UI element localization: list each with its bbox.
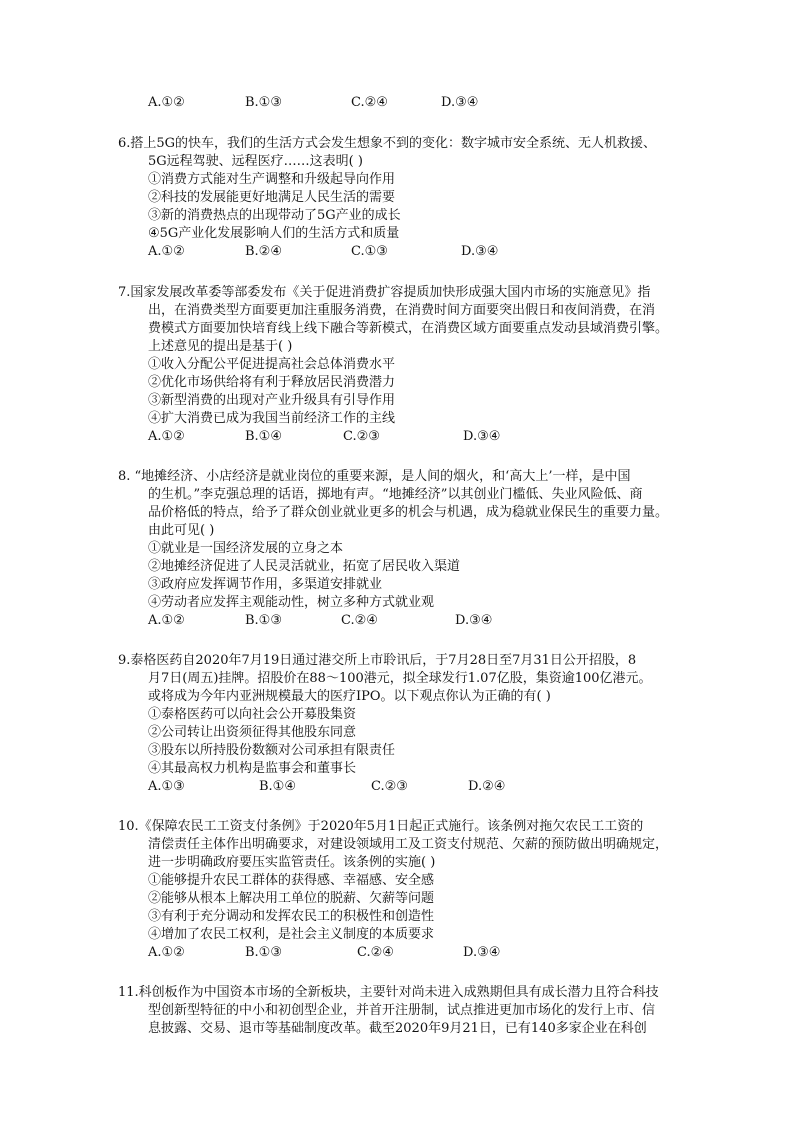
top-choices	[148, 94, 668, 112]
statement: ①就业是一国经济发展的立身之本	[148, 541, 344, 556]
question-stem-line: 月7日(周五)挂牌。招股价在88～100港元，拟全球发行1.07亿股，集资逾100亿港元。	[148, 671, 652, 686]
question-stem-line: 进一步明确政府要压实监管责任。该条例的实施( )	[148, 855, 436, 870]
choice-d: D.③④	[461, 244, 499, 259]
statement: ②科技的发展能更好地满足人民生活的需要	[148, 190, 396, 205]
choice-c: C.①③	[351, 244, 388, 259]
statement: ③股东以所持股份数额对公司承担有限责任	[148, 743, 396, 758]
choice-b: B.①③	[245, 613, 282, 628]
question-stem-line: 11.科创板作为中国资本市场的全新板块，主要针对尚未进入成熟期但具有成长潜力且符合科技	[118, 985, 659, 1000]
statement: ②优化市场供给将有利于释放居民消费潜力	[148, 375, 396, 390]
statement: ①能够提升农民工群体的获得感、幸福感、安全感	[148, 873, 435, 888]
statement: ④其最高权力机构是监事会和董事长	[148, 761, 357, 776]
question-stem-line: 息披露、交易、退市等基础制度改革。截至2020年9月21日，已有140多家企业在科创	[148, 1021, 647, 1036]
choice-a: A.①②	[148, 613, 185, 628]
statement: ③政府应发挥调节作用，多渠道安排就业	[148, 577, 383, 592]
question-stem-line: 7.国家发展改革委等部委发布《关于促进消费扩容提质加快形成强大国内市场的实施意见》指	[118, 285, 651, 300]
statement: ①收入分配公平促进提高社会总体消费水平	[148, 357, 396, 372]
statement: ③新的消费热点的出现带动了5G产业的成长	[148, 208, 401, 223]
statement: ②地摊经济促进了人民灵活就业，拓宽了居民收入渠道	[148, 559, 461, 574]
choice-c: C.②④	[357, 945, 394, 960]
question-stem-line: 6.搭上5G的快车，我们的生活方式会发生想象不到的变化：数字城市安全系统、无人机救援、	[118, 136, 657, 151]
choice-d: D.③④	[463, 945, 501, 960]
statement: ④扩大消费已成为我国当前经济工作的主线	[148, 411, 396, 426]
choice-a: A.①②	[148, 945, 185, 960]
question-stem-line: 由此可见( )	[148, 523, 215, 538]
choice-c: C.②③	[343, 429, 380, 444]
choice-d: D.②④	[468, 779, 506, 794]
choice-a: A.①②	[148, 95, 185, 110]
choice-a: A.①③	[148, 779, 185, 794]
question-stem-line: 5G远程驾驶、远程医疗……这表明( )	[148, 154, 363, 169]
statement: ①泰格医药可以向社会公开募股集资	[148, 707, 357, 722]
choice-d: D.③④	[455, 613, 493, 628]
question-stem-line: 清偿责任主体作出明确要求，对建设领域用工及工资支付规范、欠薪的预防做出明确规定，	[148, 837, 669, 852]
statement: ③新型消费的出现对产业升级具有引导作用	[148, 393, 396, 408]
choice-a: A.①②	[148, 429, 185, 444]
statement: ②能够从根本上解决用工单位的脱薪、欠薪等问题	[148, 891, 435, 906]
choice-b: B.①④	[245, 429, 282, 444]
question-stem-line: 10.《保障农民工工资支付条例》于2020年5月1日起正式施行。该条例对拖欠农民工工资的	[118, 819, 644, 834]
choice-b: B.①③	[245, 945, 282, 960]
answer-choices	[148, 778, 668, 796]
answer-choices	[148, 243, 668, 261]
choice-c: C.②④	[341, 613, 378, 628]
question-stem-line: 上述意见的提出是基于( )	[148, 339, 293, 354]
choice-d: D.③④	[463, 429, 501, 444]
choice-c: C.②③	[371, 779, 408, 794]
question-stem-line: 出，在消费类型方面要更加注重服务消费，在消费时间方面要突出假日和夜间消费，在消	[148, 303, 656, 318]
answer-choices	[148, 612, 668, 630]
question-stem-line: 的生机。”李克强总理的话语，掷地有声。“地摊经济”以其创业门槛低、失业风险低、商	[148, 487, 643, 502]
choice-c: C.②④	[351, 95, 388, 110]
question-stem-line: 或将成为今年内亚洲规模最大的医疗IPO。以下观点你认为正确的有( )	[148, 689, 551, 704]
question-stem-line: 9.泰格医药自2020年7月19日通过港交所上市聆讯后，于7月28日至7月31日公开招股，8	[118, 653, 637, 668]
choice-b: B.②④	[245, 244, 282, 259]
question-stem-line: 品价格低的特点，给予了群众创业就业更多的机会与机遇，成为稳就业保民生的重要力量。	[148, 505, 669, 520]
choice-b: B.①④	[259, 779, 296, 794]
answer-choices	[148, 944, 668, 962]
statement: ④增加了农民工权利，是社会主义制度的本质要求	[148, 927, 435, 942]
choice-a: A.①②	[148, 244, 185, 259]
statement: ①消费方式能对生产调整和升级起导向作用	[148, 172, 396, 187]
question-stem-line: 型创新型特征的中小和初创型企业，并首开注册制，试点推进更加市场化的发行上市、信	[148, 1003, 656, 1018]
statement: ④5G产业化发展影响人们的生活方式和质量	[148, 226, 400, 241]
statement: ④劳动者应发挥主观能动性，树立多种方式就业观	[148, 595, 435, 610]
choice-b: B.①③	[245, 95, 282, 110]
question-stem-line: 8. “地摊经济、小店经济是就业岗位的重要来源，是人间的烟火，和‘高大上’一样，是中国	[118, 469, 631, 484]
statement: ②公司转让出资须征得其他股东同意	[148, 725, 357, 740]
answer-choices	[148, 428, 668, 446]
question-stem-line: 费模式方面要加快培育线上线下融合等新模式，在消费区域方面要重点发动县域消费引擎。	[148, 321, 669, 336]
choice-d: D.③④	[441, 95, 479, 110]
statement: ③有利于充分调动和发挥农民工的积极性和创造性	[148, 909, 435, 924]
